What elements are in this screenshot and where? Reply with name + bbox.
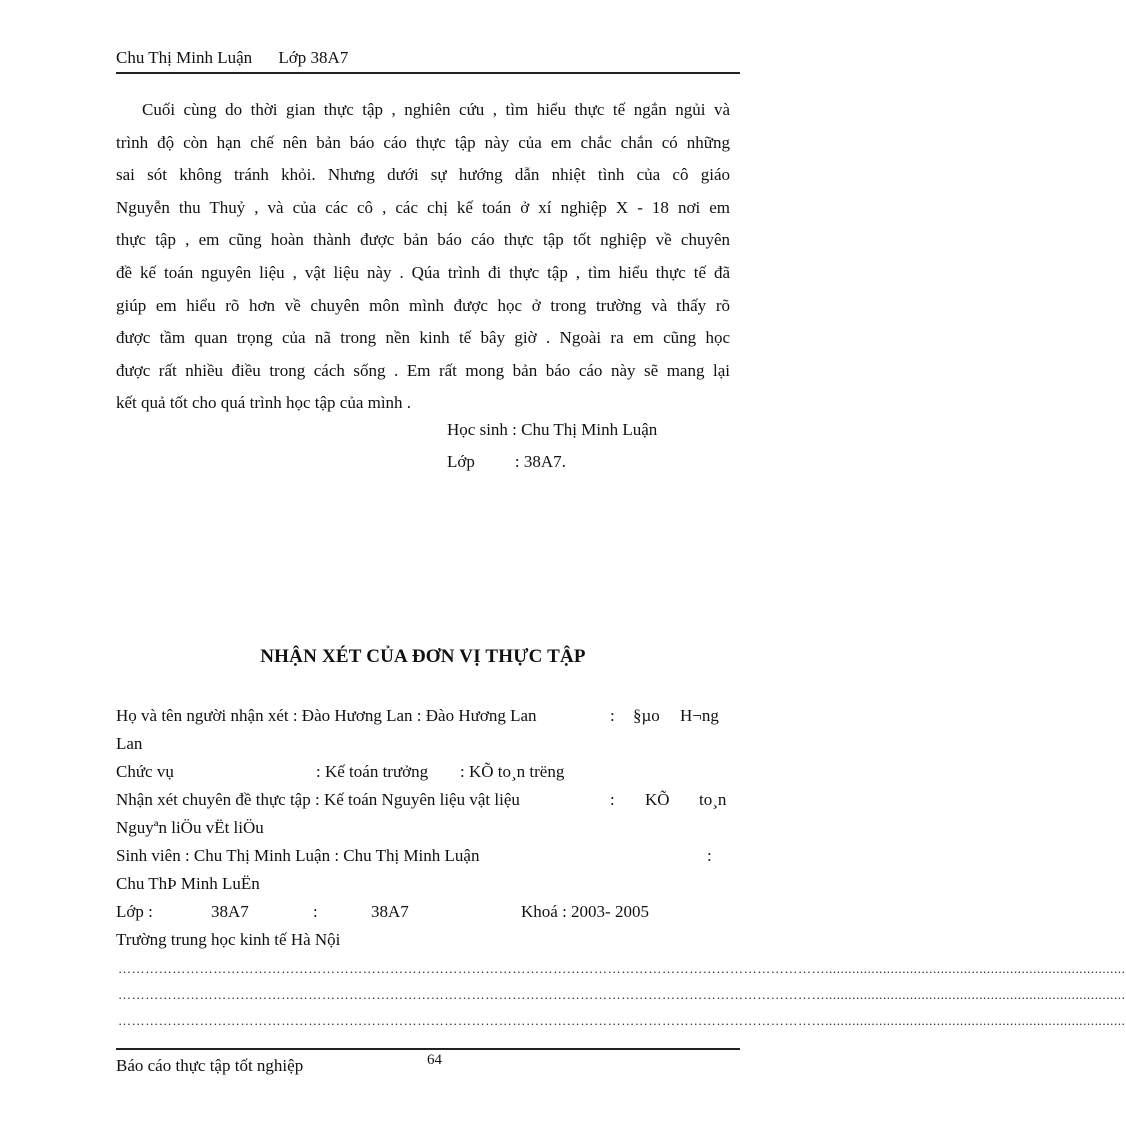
class-label: Lớp :: [116, 902, 153, 921]
paragraph-line: Nguyễn thu Thuỷ , và của các cô , các chị kế toán ở xí nghiệp X - 18 nơi em: [116, 197, 730, 217]
class-value-2: 38A7: [371, 902, 409, 921]
footer-divider: [116, 1048, 740, 1050]
reviewer-name: Họ và tên người nhận xét : Đào Hương Lan : Đào Hương Lan: [116, 706, 537, 725]
position-label: Chức vụ: [116, 762, 174, 781]
header-name: Chu Thị Minh Luận: [116, 48, 253, 67]
signature-class: [447, 452, 566, 472]
page-header: [116, 48, 740, 74]
closing-paragraph: [116, 94, 730, 420]
course-years: Khoá : 2003- 2005: [521, 902, 649, 921]
section-title: NHẬN XÉT CỦA ĐƠN VỊ THỰC TẬP: [260, 646, 586, 667]
paragraph-line: được tầm quan trọng của nã trong nền kinh tế bây giờ . Ngoài ra em cũng học: [116, 328, 730, 348]
topic-garbled-3: Nguyªn liÖu vËt liÖu: [116, 818, 264, 837]
topic-garbled-1: KÕ: [645, 790, 670, 809]
paragraph-line: thực tập , em cũng hoàn thành được bản báo cáo thực tập tốt nghiệp về chuyên: [116, 230, 730, 250]
paragraph-line: kết quả tốt cho quá trình học tập của mình .: [116, 393, 412, 413]
student-garbled: Chu ThÞ Minh LuËn: [116, 874, 260, 893]
paragraph-line: đề kế toán nguyên liệu , vật liệu này . Qúa trình đi thực tập , tìm hiểu thực tế đã: [116, 262, 730, 282]
student-sep: :: [707, 846, 712, 865]
paragraph-line: Cuối cùng do thời gian thực tập , nghiên cứu , tìm hiểu thực tế ngắn ngủi và: [142, 100, 730, 119]
paragraph-line: sai sót không tránh khỏi. Nhưng dưới sự hướng dẫn nhiệt tình của cô giáo: [116, 165, 730, 185]
topic-sep: :: [610, 790, 615, 809]
school-name: Trường trung học kinh tế Hà Nội: [116, 930, 341, 949]
class-value-1: 38A7: [211, 902, 249, 921]
page-number: 64: [427, 1052, 442, 1068]
class-sep: :: [313, 902, 318, 921]
reviewer-sep: :: [610, 706, 615, 725]
signature-student: Học sinh : Chu Thị Minh Luận: [447, 420, 658, 439]
footer-text: Báo cáo thực tập tốt nghiệp: [116, 1056, 304, 1075]
reviewer-garbled-1: §µo: [633, 706, 660, 725]
paragraph-line: giúp em hiểu rõ hơn về chuyên môn mình được học ở trong trường và thấy rõ: [116, 295, 730, 315]
paragraph-line: được rất nhiều điều trong cách sống . Em rất mong bản báo cáo này sẽ mang lại: [116, 360, 730, 380]
paragraph-line: trình độ còn hạn chế nên bản báo cáo thực tập này của em chắc chắn có những: [116, 132, 730, 152]
reviewer-name-cont: Lan: [116, 734, 143, 753]
position-garbled: : KÕ to¸n trëng: [460, 762, 565, 781]
dotted-line: …………………………………………………………………………………………………………………………………………..............................................................................: [118, 961, 1126, 976]
dotted-line: …………………………………………………………………………………………………………………………………………..............................................................................: [118, 987, 1126, 1002]
student: Sinh viên : Chu Thị Minh Luận : Chu Thị Minh Luận: [116, 846, 480, 865]
reviewer-garbled-2: H¬ng: [680, 706, 719, 725]
topic: Nhận xét chuyên đề thực tập : Kế toán Nguyên liệu vật liệu: [116, 790, 520, 809]
topic-garbled-2: to¸n: [699, 790, 727, 809]
signature-class-value: : 38A7.: [514, 452, 566, 471]
position-value: : Kế toán trưởng: [316, 762, 429, 781]
header-class: Lớp 38A7: [278, 48, 349, 67]
dotted-line: …………………………………………………………………………………………………………………………………………..............................................................................: [118, 1013, 1126, 1028]
signature-class-label: Lớp: [447, 452, 475, 471]
